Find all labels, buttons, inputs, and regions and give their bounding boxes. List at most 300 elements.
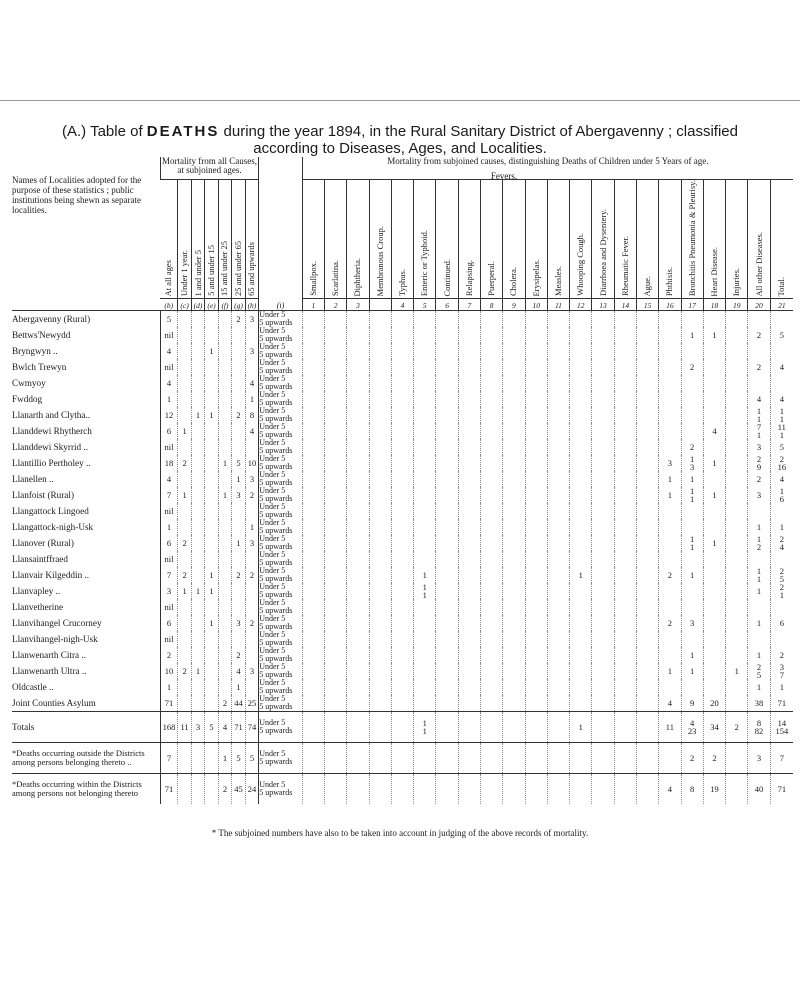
disease-count-cell [636,359,658,375]
under-5-value: 1 [578,570,583,581]
disease-count-cell [770,599,793,615]
disease-count-cell [592,774,614,805]
locality-name: Llanvair Kilgeddin .. [12,569,90,580]
under-5-label: Under 5 [259,455,286,464]
disease-count-cell [480,583,502,599]
age-col-header [191,180,204,299]
disease-count-cell [525,695,547,712]
age-count-cell [178,743,191,774]
table-row [12,487,793,503]
age-count-cell [205,695,218,712]
under-5-label: Under 5 [259,327,286,336]
disease-count-cell [570,327,592,343]
disease-count-cell [414,423,436,439]
under-5-value: 1 [578,722,583,733]
upwards-value: 2 [756,474,762,485]
disease-count-cell [458,311,480,328]
disease-count-cell [414,663,436,679]
disease-count-cell [592,471,614,487]
disease-count-cell [347,583,369,599]
disease-count-cell [659,663,681,679]
disease-count-cell [636,743,658,774]
under-5-label: Under 5 [259,615,286,624]
disease-count-cell [525,487,547,503]
disease-count-cell [570,599,592,615]
disease-count-cell [458,359,480,375]
under-5-value: 2 [779,567,784,577]
disease-count-cell [614,311,636,328]
upwards-label: 5 upwards [259,788,293,798]
disease-col-label: Bronchitis Pneumonia & Pleurisy. [686,180,697,297]
disease-count-cell [436,455,458,471]
disease-count-cell [458,583,480,599]
disease-count-cell [436,679,458,695]
disease-count-cell [458,695,480,712]
age-count-cell: 5 [232,455,245,471]
disease-count-cell [592,375,614,391]
disease-count-cell [391,487,413,503]
age-count-cell [245,599,259,615]
disease-count-cell [748,583,770,599]
disease-count-cell [458,391,480,407]
disease-count-cell [503,631,525,647]
disease-count-cell [458,712,480,743]
age-col-label: 5 and under 15 [206,245,217,297]
disease-count-cell [480,423,502,439]
disease-count-cell [436,712,458,743]
disease-count-cell [570,519,592,535]
age-count-cell [245,327,259,343]
age-count-cell [245,359,259,375]
disease-count-cell [770,695,793,712]
upwards-label: 5 upwards [259,478,293,488]
disease-count-cell [325,503,347,519]
disease-count-cell [458,551,480,567]
disease-count-cell [480,519,502,535]
age-count-cell [232,359,245,375]
disease-count-cell [325,743,347,774]
disease-count-cell [570,375,592,391]
disease-count-cell [458,647,480,663]
age-group-cell [259,407,303,423]
disease-count-cell [547,455,569,471]
disease-count-cell [659,774,681,805]
disease-col-label: Enteric or Typhoid. [419,230,430,297]
age-count-cell [218,391,231,407]
disease-count-cell [414,647,436,663]
age-col-header [160,180,178,299]
disease-col-header [681,180,703,299]
disease-count-cell [614,487,636,503]
disease-count-cell [681,663,703,679]
table-row [12,311,793,328]
table-row [12,679,793,695]
disease-count-cell [347,487,369,503]
disease-count-cell [703,695,725,712]
table-row [12,695,793,712]
disease-count-cell [570,471,592,487]
age-count-cell [178,551,191,567]
upwards-value: 4 [779,394,784,405]
age-count-cell: 8 [245,407,259,423]
disease-col-number: 20 [748,299,770,311]
upwards-value: 1 [667,490,672,501]
under-5-value: 1 [756,535,762,545]
disease-count-cell [659,679,681,695]
age-count-cell: 2 [232,647,245,663]
disease-count-cell [503,712,525,743]
disease-count-cell [369,695,391,712]
age-count-cell [205,535,218,551]
locality-name: Cwmyoy [12,377,46,388]
disease-count-cell [414,311,436,328]
disease-count-cell [525,455,547,471]
disease-count-cell [458,567,480,583]
disease-count-cell [592,695,614,712]
table-row [12,391,793,407]
age-count-cell: 5 [160,311,178,328]
disease-count-cell [458,774,480,805]
disease-count-cell [770,647,793,663]
disease-count-cell [748,439,770,455]
upwards-value: 16 [777,462,787,472]
upwards-label: 5 upwards [259,654,293,664]
disease-count-cell [391,583,413,599]
disease-count-cell [480,311,502,328]
under-5-value: 3 [756,442,762,453]
upwards-label: 5 upwards [259,366,293,376]
under-5-label: Under 5 [259,695,286,704]
age-count-cell [191,327,204,343]
disease-count-cell [391,599,413,615]
disease-count-cell [369,311,391,328]
age-count-cell [232,343,245,359]
age-count-cell: 1 [232,679,245,695]
disease-count-cell [547,391,569,407]
age-count-cell [218,583,231,599]
age-count-cell [205,631,218,647]
disease-count-cell [347,647,369,663]
disease-count-cell [614,407,636,423]
disease-count-cell [681,695,703,712]
disease-count-cell [726,712,748,743]
disease-col-number: 19 [726,299,748,311]
disease-count-cell [681,615,703,631]
age-count-cell: 3 [245,311,259,328]
disease-count-cell [436,583,458,599]
disease-count-cell [480,535,502,551]
age-count-cell [205,519,218,535]
disease-count-cell [703,327,725,343]
disease-count-cell [369,439,391,455]
disease-count-cell [659,567,681,583]
disease-count-cell [503,375,525,391]
disease-count-cell [391,615,413,631]
disease-count-cell [614,615,636,631]
disease-count-cell [547,567,569,583]
disease-count-cell [614,503,636,519]
table-row [12,471,793,487]
age-count-cell: 24 [245,774,259,805]
disease-count-cell [659,712,681,743]
disease-count-cell [726,583,748,599]
upwards-label: 5 upwards [259,574,293,584]
disease-count-cell [681,359,703,375]
disease-count-cell [414,455,436,471]
disease-count-cell [726,439,748,455]
disease-count-cell [570,535,592,551]
disease-col-header [636,180,658,299]
disease-count-cell [592,631,614,647]
upwards-value: 3 [756,490,762,501]
disease-count-cell [503,439,525,455]
disease-count-cell [681,647,703,663]
disease-count-cell [547,599,569,615]
age-count-cell [178,407,191,423]
disease-count-cell [302,311,324,328]
disease-count-cell [570,343,592,359]
under-5-value: 1 [690,666,695,677]
disease-count-cell [570,631,592,647]
disease-count-cell [748,679,770,695]
upwards-label: 5 upwards [259,726,293,736]
age-count-cell: 4 [160,343,178,359]
locality-name: Llanellen .. [12,473,54,484]
disease-count-cell [681,311,703,328]
age-count-cell: nil [160,551,178,567]
disease-count-cell [325,551,347,567]
disease-count-cell [525,311,547,328]
disease-count-cell [726,663,748,679]
disease-col-label: Rheumatic Fever. [619,236,630,297]
disease-count-cell [726,423,748,439]
disease-count-cell [525,327,547,343]
disease-count-cell [325,631,347,647]
disease-count-cell [414,774,436,805]
locality-name: Llanarth and Clytha.. [12,409,91,420]
upwards-value: 4 [779,362,784,373]
upwards-value: 1 [690,570,695,581]
disease-count-cell [503,679,525,695]
age-count-cell [205,647,218,663]
age-count-cell: 2 [232,407,245,423]
disease-count-cell [636,455,658,471]
disease-count-cell [369,599,391,615]
age-group-cell [259,391,303,407]
age-col-header [232,180,245,299]
disease-count-cell [302,599,324,615]
age-col-label: At all ages [163,259,174,297]
disease-count-cell [458,599,480,615]
age-count-cell [205,471,218,487]
disease-count-cell [302,503,324,519]
disease-count-cell [369,503,391,519]
disease-count-cell [391,679,413,695]
disease-count-cell [592,391,614,407]
disease-count-cell [681,407,703,423]
disease-count-cell [703,359,725,375]
disease-count-cell [770,535,793,551]
age-count-cell: 3 [232,487,245,503]
age-count-cell [205,663,218,679]
disease-count-cell [347,359,369,375]
disease-count-cell [659,423,681,439]
disease-count-cell [592,503,614,519]
disease-count-cell [547,631,569,647]
disease-count-cell [659,583,681,599]
disease-count-cell [325,615,347,631]
upwards-label: 5 upwards [259,526,293,536]
disease-count-cell [302,471,324,487]
page-title [0,123,800,157]
upwards-label: 5 upwards [259,430,293,440]
disease-count-cell [302,407,324,423]
age-count-cell [218,663,231,679]
age-count-cell [191,679,204,695]
disease-count-cell [525,712,547,743]
disease-count-cell [302,343,324,359]
disease-count-cell [636,774,658,805]
age-count-cell: nil [160,599,178,615]
disease-count-cell [480,679,502,695]
disease-count-cell [525,583,547,599]
disease-count-cell [391,327,413,343]
age-count-cell: 7 [160,487,178,503]
upwards-value: 19 [710,784,719,795]
under-5-value: 1 [422,718,427,729]
disease-count-cell [302,423,324,439]
age-count-cell [232,519,245,535]
disease-count-cell [703,583,725,599]
age-count-cell: 11 [178,712,191,743]
disease-count-cell [748,647,770,663]
disease-col-number: 3 [347,299,369,311]
disease-count-cell [570,359,592,375]
age-count-cell [218,327,231,343]
disease-count-cell [525,599,547,615]
disease-count-cell [748,359,770,375]
under-5-label: Under 5 [259,718,286,728]
disease-count-cell [547,423,569,439]
disease-count-cell [436,327,458,343]
under-5-value: 2 [779,535,784,545]
age-count-cell [191,423,204,439]
disease-col-header [659,180,681,299]
under-5-label: Under 5 [259,679,286,688]
disease-count-cell [436,487,458,503]
age-count-cell [178,343,191,359]
disease-count-cell [325,774,347,805]
disease-count-cell [614,423,636,439]
disease-count-cell [480,471,502,487]
age-count-cell [218,423,231,439]
age-count-cell: 3 [160,583,178,599]
disease-count-cell [414,391,436,407]
disease-count-cell [659,407,681,423]
age-count-cell [178,327,191,343]
disease-count-cell [436,439,458,455]
disease-count-cell [525,439,547,455]
under-5-value: 1 [422,583,427,593]
upwards-value: 2 [779,650,784,661]
disease-count-cell [480,551,502,567]
locality-name: Llangattock Lingoed [12,505,89,516]
disease-col-header [369,180,391,299]
age-count-cell [178,503,191,519]
disease-col-number: 11 [547,299,569,311]
disease-count-cell [614,439,636,455]
disease-count-cell [347,391,369,407]
age-group-cell [259,679,303,695]
disease-count-cell [325,439,347,455]
disease-count-cell [547,471,569,487]
under-5-value: 8 [756,718,762,729]
age-count-cell: 4 [232,663,245,679]
age-group-cell [259,327,303,343]
age-col-label: 1 and under 5 [192,249,203,297]
disease-count-cell [302,743,324,774]
disease-count-cell [681,519,703,535]
age-count-cell [232,631,245,647]
disease-count-cell [659,311,681,328]
age-count-cell: nil [160,359,178,375]
age-group-cell [259,423,303,439]
age-count-cell [245,551,259,567]
disease-count-cell [369,615,391,631]
disease-count-cell [614,774,636,805]
disease-count-cell [503,599,525,615]
disease-count-cell [325,455,347,471]
disease-count-cell [570,487,592,503]
disease-count-cell [480,343,502,359]
disease-count-cell [592,743,614,774]
upwards-value: 1 [734,666,739,677]
page-rule [0,100,800,101]
disease-count-cell [436,407,458,423]
upwards-value: 1 [756,430,762,440]
disease-count-cell [480,439,502,455]
disease-count-cell [703,343,725,359]
upwards-value: 2 [667,618,672,629]
disease-count-cell [302,439,324,455]
upwards-label: 5 upwards [259,702,293,712]
disease-count-cell [703,743,725,774]
under-5-label: Under 5 [259,407,286,416]
disease-count-cell [614,679,636,695]
age-count-cell [205,423,218,439]
upwards-value: 1 [690,542,695,552]
age-group-cell [259,439,303,455]
age-count-cell: 12 [160,407,178,423]
disease-count-cell [770,503,793,519]
disease-count-cell [547,679,569,695]
disease-count-cell [391,407,413,423]
disease-count-cell [726,471,748,487]
age-count-cell [232,391,245,407]
disease-count-cell [703,679,725,695]
upwards-value: 6 [779,618,784,629]
disease-count-cell [659,327,681,343]
under-5-value: 1 [690,535,695,545]
upwards-label: 5 upwards [259,382,293,392]
disease-count-cell [480,487,502,503]
disease-count-cell [391,695,413,712]
under-5-value: 1 [779,487,784,497]
disease-count-cell [325,327,347,343]
age-count-cell: 1 [232,471,245,487]
disease-count-cell [547,663,569,679]
upwards-label: 5 upwards [259,350,293,360]
